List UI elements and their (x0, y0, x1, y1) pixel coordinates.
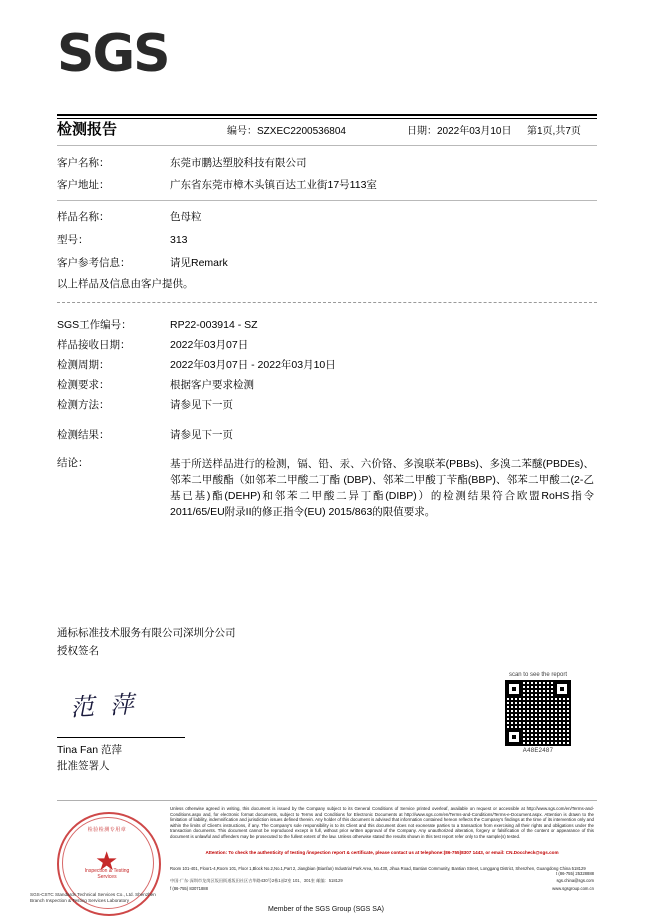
sample-model-label: 型号： (57, 234, 89, 246)
sample-reference-label: 客户参考信息： (57, 257, 131, 269)
title-row (57, 118, 597, 140)
divider-customer (57, 200, 597, 201)
report-number: 编号：SZXEC2200536804 (227, 126, 346, 137)
qr-finder-bottom-left (505, 728, 523, 746)
job-number-value: RP22-003914 - SZ (170, 319, 258, 331)
footer-website: www.sgsgroup.com.cn (552, 886, 594, 891)
report-date: 日期：2022年03月10日 (407, 126, 512, 137)
qr-caption: scan to see the report (508, 672, 568, 678)
qr-code-id: A48E2487 (522, 748, 554, 754)
footer-tel: t (86-755) 25328888 (556, 871, 594, 877)
footer-contact-notice: Attention: To check the authenticity of testing /inspection report & certificate, please contact us at telephone:(86-755)8307 1443, or email: CN.Doccheck@sgs.com (205, 850, 559, 855)
signatory-role: 批准签署人 (57, 760, 110, 772)
logo-divider (57, 114, 597, 116)
footer-email: sgs.china@sgs.com (556, 878, 594, 883)
signatory-name: Tina Fan 范萍 (57, 744, 122, 756)
customer-address-label: 客户地址： (57, 179, 110, 191)
sample-note: 以上样品及信息由客户提供。 (57, 278, 194, 290)
test-requirement-label: 检测要求： (57, 379, 110, 391)
customer-name-label: 客户名称： (57, 157, 110, 169)
test-method-value: 请参见下一页 (170, 399, 233, 411)
page-title: 检测报告 (57, 121, 118, 138)
sample-model-value: 313 (170, 234, 188, 246)
customer-name-value: 东莞市鹏达塑胶科技有限公司 (170, 157, 307, 169)
footer-fax: f (86-755) 83071888 (170, 886, 208, 891)
page-count: 第1页,共7页 (527, 126, 581, 137)
footer-address-en (170, 866, 594, 877)
footer-divider (57, 800, 597, 801)
test-period-label: 检测周期： (57, 359, 110, 371)
qr-code-block[interactable] (503, 672, 573, 754)
sample-name-label: 样品名称： (57, 211, 110, 223)
test-result-value: 请参见下一页 (170, 429, 233, 441)
footer-address-en-text: Room 101-401, Floor1-4,Room 101, Floor 1,Block No.2,No.1,Part 2, Jiangbian (Bianfan) Industrial Park Area, No.430, Jihua Road, Bantian Community, Bantian Street, Longgang District, Shenzhen, Guangdong China 518129 (170, 866, 586, 871)
qr-finder-top-left (505, 680, 523, 698)
sgs-logo-text: SGS (57, 24, 169, 84)
job-number-label: SGS工作编号： (57, 319, 132, 331)
sample-name-value: 色母粒 (170, 211, 202, 223)
footer-disclaimer: Unless otherwise agreed in writing, this document is issued by the Company subject to its General Conditions of Service printed overleaf, available on request or accessible at http://www.sgs.com/en/Terms-and-Conditions.aspx and, for electronic format documents, subject to Terms and Conditions for Electronic Documents at http://www.sgs.com/en/Terms-and-Conditions/Terms-e-Document.aspx. Attention is drawn to the limitation of liability, indemnification and jurisdiction issues defined therein. Any holder of this document is advised that information contained hereon reflects the Company's findings at the time of its intervention only and within the limits of Client's instructions, if any. The Company's sole responsibility is to its Client and this document does not exonerate parties to a transaction from exercising all their rights and obligations under the transaction documents. This document cannot be reproduced except in full, without prior written approval of the Company. Any unauthorized alteration, forgery or falsification of the content or appearance of this document is unlawful and offenders may be prosecuted to the fullest extent of the law. Unless otherwise stated the results shown in this test report refer only to the sample(s) tested. (170, 806, 594, 839)
divider-dashed (57, 302, 597, 303)
stamp-center-text: Inspection & Testing Services (84, 868, 130, 880)
footer-web-row (170, 886, 594, 891)
conclusion-label: 结论： (57, 457, 89, 469)
qr-finder-top-right (553, 680, 571, 698)
test-period-value: 2022年03月07日 - 2022年03月10日 (170, 359, 336, 371)
footer-member-line: Member of the SGS Group (SGS SA) (268, 906, 384, 913)
divider-top (57, 145, 597, 146)
sgs-logo-block (57, 24, 597, 84)
stamp-top-text: 检验检测专用章 (87, 827, 127, 833)
test-result-label: 检测结果： (57, 429, 110, 441)
customer-address-value: 广东省东莞市樟木头镇百达工业街17号113室 (170, 179, 377, 191)
signature-company: 通标标准技术服务有限公司深圳分公司 (57, 627, 236, 639)
stamp-caption: SGS-CSTC Standards Technical Services Co., Ltd. Shenzhen Branch Inspection & Testing Services Laboratory (30, 892, 156, 903)
handwritten-signature: 范 萍 (69, 690, 139, 722)
signature-authorized-label: 授权签名 (57, 645, 99, 657)
footer-address-cn (170, 878, 594, 883)
test-requirement-value: 根据客户要求检测 (170, 379, 254, 391)
conclusion-text: 基于所送样品进行的检测，镉、铅、汞、六价铬、多溴联苯(PBBs)、多溴二苯醚(PBDEs)、邻苯二甲酸酯（如邻苯二甲酸二丁酯 (DBP)、邻苯二甲酸丁苄酯(BBP)、邻苯二甲酸二(2-乙基已基)酯(DEHP)和邻苯二甲酸二异丁酯(DIBP)）的检测结果符合欧盟RoHS指令2011/65/EU附录II的修正指令(EU) 2015/863的限值要求。 (170, 458, 594, 518)
received-date-value: 2022年03月07日 (170, 339, 249, 351)
test-method-label: 检测方法： (57, 399, 110, 411)
sample-reference-value: 请见Remark (170, 257, 228, 269)
qr-code-icon[interactable] (505, 680, 571, 746)
footer-address-cn-text: 中国·广东·深圳市龙岗区坂田街道坂田社区吉华路430号2栋1部2室 101、301室 邮编：518129 (170, 878, 343, 883)
signature-line (57, 737, 185, 738)
received-date-label: 样品接收日期： (57, 339, 131, 351)
